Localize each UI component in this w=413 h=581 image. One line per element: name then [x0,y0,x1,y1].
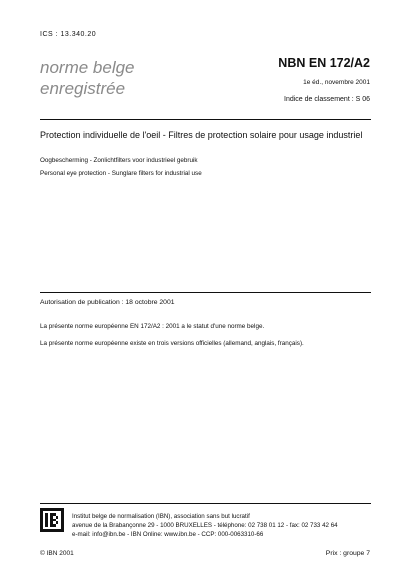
edition-date: 1e éd., novembre 2001 [303,79,370,86]
divider-top [40,119,371,120]
divider-bottom [40,503,371,504]
publication-authorization: Autorisation de publication : 18 octobre 2001 [40,299,175,306]
title-french: Protection individuelle de l'oeil - Filtres de protection solaire pour usage industriel [40,130,363,140]
ics-code: ICS : 13.340.20 [40,31,97,38]
classification-index: Indice de classement : S 06 [284,96,370,103]
institute-info [72,512,338,539]
institute-line-3: e-mail: info@ibn.be - IBN Online: www.ibn.be - CCP: 000-0063310-66 [72,531,264,538]
institute-line-2: avenue de la Brabançonne 29 - 1000 BRUXELLES - téléphone: 02 738 01 12 - fax: 02 733 42 64 [72,522,338,529]
versions-paragraph: La présente norme européenne existe en trois versions officielles (allemand, anglais, français). [40,340,304,347]
brand-title [40,57,135,99]
ibn-logo-icon [40,508,64,532]
title-english: Personal eye protection - Sunglare filters for industrial use [40,170,202,177]
price-group: Prix : groupe 7 [325,550,370,557]
standard-number: NBN EN 172/A2 [278,56,370,70]
title-dutch: Oogbescherming - Zonlichtfilters voor industrieel gebruik [40,157,198,164]
brand-line-1: norme belge [40,58,135,77]
status-paragraph: La présente norme européenne EN 172/A2 : 2001 a le statut d'une norme belge. [40,323,265,330]
institute-line-1: Institut belge de normalisation (IBN), association sans but lucratif [72,513,250,520]
divider-middle [40,292,371,293]
copyright: © IBN 2001 [40,550,74,557]
brand-line-2: enregistrée [40,79,126,98]
